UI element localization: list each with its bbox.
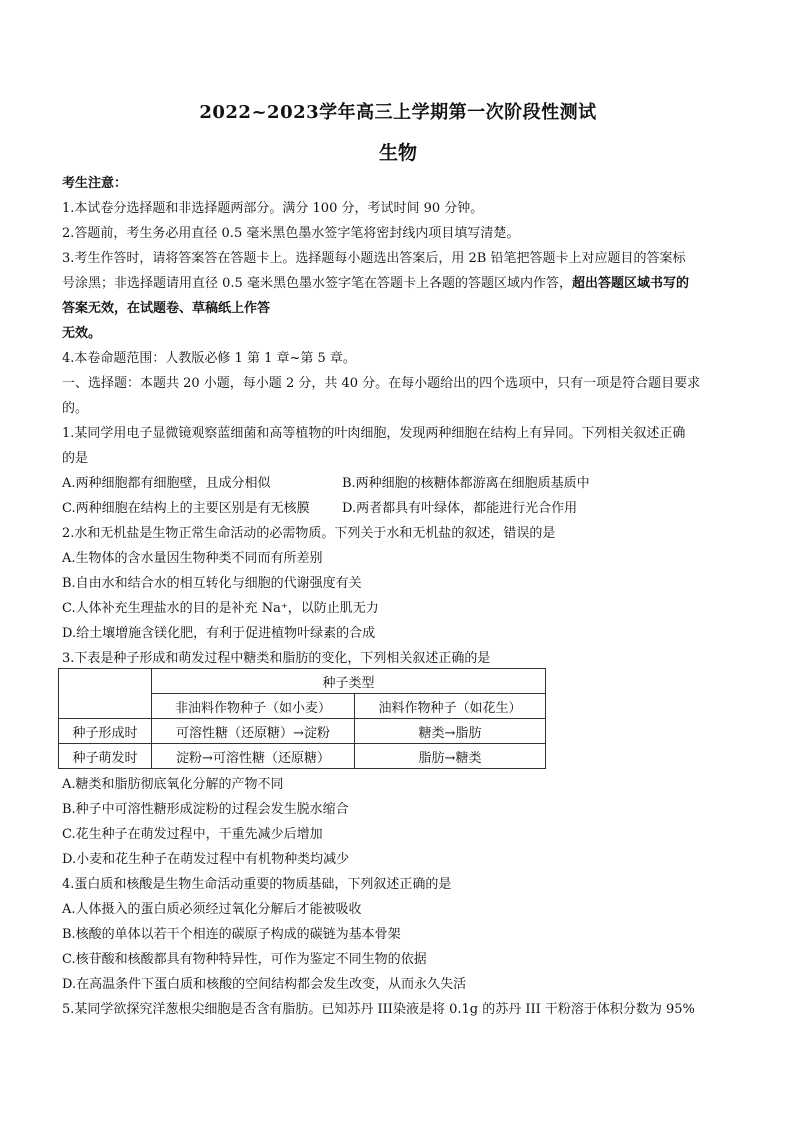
notice-item-3-line-1: 3.考生作答时，请将答案答在答题卡上。选择题每小题选出答案后，用 2B 铅笔把答题卡上对应题目的答案标 (62, 251, 686, 266)
q4-option-b: B.核酸的单体以若干个相连的碳原子构成的碳链为基本骨架 (62, 927, 401, 942)
q3-option-b: B.种子中可溶性糖形成淀粉的过程会发生脱水缩合 (62, 802, 349, 817)
notice-item-4: 4.本卷命题范围：人教版必修 1 第 1 章~第 5 章。 (62, 351, 356, 366)
q4-option-d: D.在高温条件下蛋白质和核酸的空间结构都会发生改变，从而永久失活 (62, 977, 467, 992)
q3-option-a: A.糖类和脂肪彻底氧化分解的产物不同 (62, 777, 284, 792)
notice-item-3-normal: 号涂黑；非选择题请用直径 0.5 毫米黑色墨水签字笔在答题卡上各题的答题区域内作答， (62, 276, 572, 291)
q1-option-a: A.两种细胞都有细胞壁，且成分相似 (62, 476, 271, 491)
q1-option-d: D.两者都具有叶绿体，都能进行光合作用 (342, 501, 578, 516)
table-cell: 可溶性糖（还原糖）→淀粉 (152, 719, 355, 744)
notice-item-3-line-2 (62, 276, 734, 292)
q3-stem: 3.下表是种子形成和萌发过程中糖类和脂肪的变化，下列相关叙述正确的是 (62, 651, 491, 666)
q4-option-a: A.人体摄入的蛋白质必须经过氧化分解后才能被吸收 (62, 902, 362, 917)
q3-option-d: D.小麦和花生种子在萌发过程中有机物种类均减少 (62, 852, 350, 867)
table-row-label: 种子萌发时 (59, 744, 152, 769)
notice-heading: 考生注意： (62, 176, 128, 191)
table-cell: 脂肪→糖类 (355, 744, 546, 769)
table-group-header: 种子类型 (152, 669, 546, 694)
q3-option-c: C.花生种子在萌发过程中，干重先减少后增加 (62, 827, 323, 842)
notice-item-2: 2.答题前，考生务必用直径 0.5 毫米黑色墨水签字笔将密封线内项目填写清楚。 (62, 226, 520, 241)
notice-item-3-line-3: 答案无效，在试题卷、草稿纸上作答 (62, 301, 271, 316)
q4-option-c: C.核苷酸和核酸都具有物种特异性，可作为鉴定不同生物的依据 (62, 952, 427, 967)
table-cell: 糖类→脂肪 (355, 719, 546, 744)
table-corner-cell (59, 669, 152, 719)
q1-option-b: B.两种细胞的核糖体都游离在细胞质基质中 (342, 476, 590, 491)
notice-item-1: 1.本试卷分选择题和非选择题两部分。满分 100 分，考试时间 90 分钟。 (62, 201, 484, 216)
table-row (59, 719, 546, 744)
section-1-line-1: 一、选择题：本题共 20 小题，每小题 2 分，共 40 分。在每小题给出的四个选项中，只有一项是符合题目要求 (62, 376, 701, 391)
q2-stem: 2.水和无机盐是生物正常生命活动的必需物质。下列关于水和无机盐的叙述，错误的是 (62, 526, 556, 541)
notice-item-3-bold: 超出答题区域书写的 (571, 276, 689, 291)
q4-stem: 4.蛋白质和核酸是生物生命活动重要的物质基础，下列叙述正确的是 (62, 877, 452, 892)
table-col-header-2: 油料作物种子（如花生） (355, 694, 546, 719)
section-1-line-2: 的。 (62, 401, 89, 416)
exam-title: 2022~2023学年高三上学期第一次阶段性测试 (199, 102, 597, 123)
q1-option-c: C.两种细胞在结构上的主要区别是有无核膜 (62, 501, 310, 516)
q2-option-a: A.生物体的含水量因生物种类不同而有所差别 (62, 551, 323, 566)
table-row (59, 744, 546, 769)
q2-option-c: C.人体补充生理盐水的目的是补充 Na⁺，以防止肌无力 (62, 601, 379, 616)
table-cell: 淀粉→可溶性糖（还原糖） (152, 744, 355, 769)
q5-stem-1: 5.某同学欲探究洋葱根尖细胞是否含有脂肪。已知苏丹 III染液是将 0.1g 的苏丹 III 干粉溶于体积分数为 95% (62, 1002, 695, 1017)
notice-item-3-line-4: 无效。 (62, 326, 102, 341)
q2-option-b: B.自由水和结合水的相互转化与细胞的代谢强度有关 (62, 576, 362, 591)
subject-title: 生物 (378, 142, 417, 164)
table-col-header-1: 非油料作物种子（如小麦） (152, 694, 355, 719)
q1-stem-1: 1.某同学用电子显微镜观察蓝细菌和高等植物的叶肉细胞，发现两种细胞在结构上有异同。下列相关叙述正确 (62, 426, 686, 441)
q2-option-d: D.给土壤增施含镁化肥，有利于促进植物叶绿素的合成 (62, 626, 376, 641)
seed-table (58, 668, 546, 769)
q1-stem-2: 的是 (62, 451, 89, 466)
table-row-label: 种子形成时 (59, 719, 152, 744)
